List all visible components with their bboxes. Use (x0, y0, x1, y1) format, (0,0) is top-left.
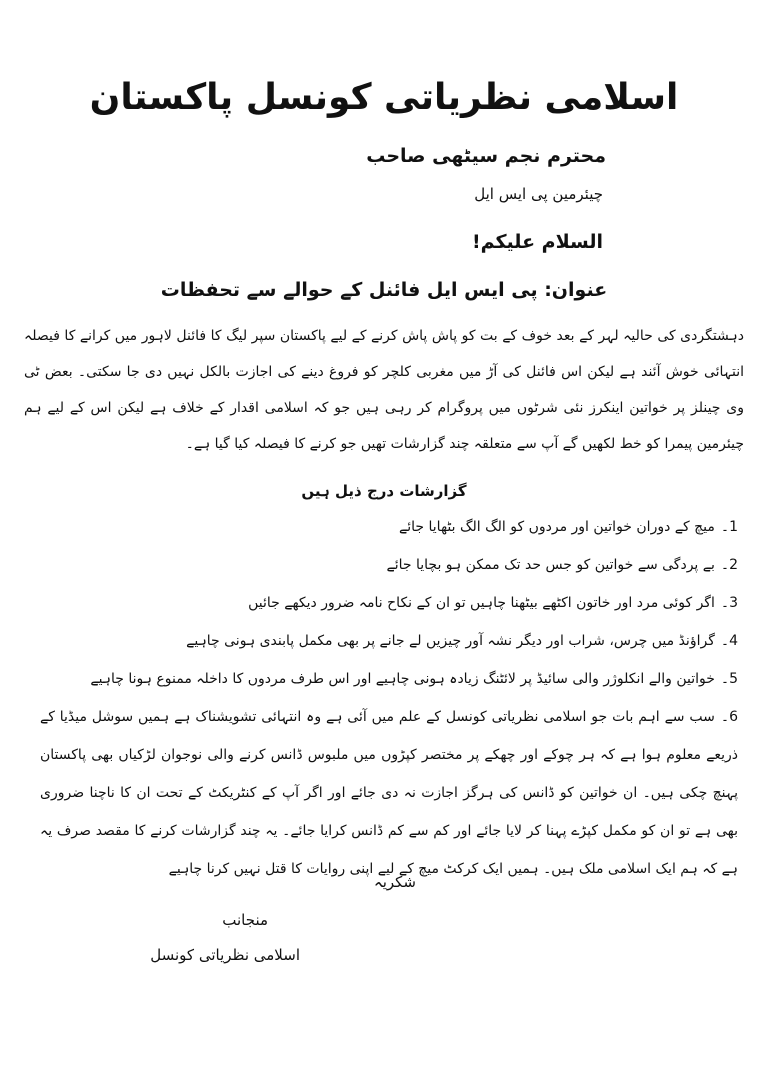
subject-line: عنوان: پی ایس ایل فائنل کے حوالے سے تحفظات (160, 279, 608, 301)
closing-thanks: شکریہ (373, 873, 416, 891)
list-item (40, 508, 738, 546)
point-number: 4۔ (720, 633, 738, 649)
point-number: 6۔ (720, 709, 738, 725)
sender-label: منجانب (222, 911, 268, 929)
points-heading: گزارشات درج ذیل ہیں (301, 482, 467, 500)
letterhead-title: اسلامی نظریاتی کونسل پاکستان (89, 77, 679, 118)
point-text: اگر کوئی مرد اور خاتون اکٹھے بیٹھنا چاہیں تو ان کے نکاح نامہ ضرور دیکھے جائیں (248, 595, 715, 611)
sender-name: اسلامی نظریاتی کونسل (150, 946, 300, 964)
point-text: میچ کے دوران خواتین اور مردوں کو الگ الگ بٹھایا جائے (399, 519, 715, 535)
salutation: السلام علیکم! (471, 231, 603, 253)
point-number: 2۔ (720, 557, 738, 573)
point-text: خواتین والے انکلوژر والی سائیڈ پر لائٹنگ زیادہ ہونی چاہیے اور اس طرف مردوں کا داخلہ ممنوع ہونا چاہیے (90, 671, 715, 687)
point-text: بے پردگی سے خواتین کو جس حد تک ممکن ہو بچایا جائے (386, 557, 715, 573)
point-number: 5۔ (720, 671, 738, 687)
intro-paragraph: دہشتگردی کی حالیہ لہر کے بعد خوف کے بت کو پاش پاش کرنے کے لیے پاکستان سپر لیگ کا فائنل لاہور میں کرانے کا فیصلہ انتہائی خوش آئند ہے لیکن اس فائنل کی آڑ میں مغربی کلچر کو فروغ دینے کی اجازت بالکل نہیں دی جا سکتی۔ بعض ٹی وی چینلز پر خواتین اینکرز نئی شرٹوں میں پروگرام کر رہی ہیں جو کہ اسلامی اقدار کے خلاف ہے لیکن اس کے لیے ہم چیئرمین پیمرا کو خط لکھیں گے آپ سے متعلقہ چند گزارشات تھیں جو کرنے کا فیصلہ کیا گیا ہے۔ (24, 328, 744, 452)
list-item (40, 622, 738, 660)
point-text: سب سے اہم بات جو اسلامی نظریاتی کونسل کے علم میں آئی ہے وہ انتہائی تشویشناک ہے ہمیں سوشل میڈیا کے ذریعے معلوم ہوا ہے کہ ہر چوکے اور چھکے پر مختصر کپڑوں میں ملبوس ڈانس کرنے والی نوجوان لڑکیاں بھی پاکستان پہنچ چکی ہیں۔ ان خواتین کو ڈانس کی ہرگز اجازت نہ دی جائے اور اگر آپ کے کنٹریکٹ کے تحت ان کا ناچنا ضروری بھی ہے تو ان کو مکمل کپڑے پہنا کر لایا جائے اور کم سے کم ڈانس کرایا جائے۔ یہ چند گزارشات کرنے کا مقصد صرف یہ ہے کہ ہم ایک اسلامی ملک ہیں۔ ہمیں ایک کرکٹ میچ کے لیے اپنی روایات کا قتل نہیں کرنا چاہیے (40, 709, 738, 877)
points-list (40, 508, 738, 888)
addressee-role: چیئرمین پی ایس ایل (474, 185, 603, 203)
point-number: 3۔ (720, 595, 738, 611)
list-item (40, 584, 738, 622)
list-item (40, 546, 738, 584)
list-item (40, 660, 738, 698)
point-text: گراؤنڈ میں چرس، شراب اور دیگر نشہ آور چیزیں لے جانے پر بھی مکمل پابندی ہونی چاہیے (186, 633, 715, 649)
point-number: 1۔ (720, 519, 738, 535)
list-item (40, 698, 738, 888)
addressee-name: محترم نجم سیٹھی صاحب (366, 145, 606, 167)
